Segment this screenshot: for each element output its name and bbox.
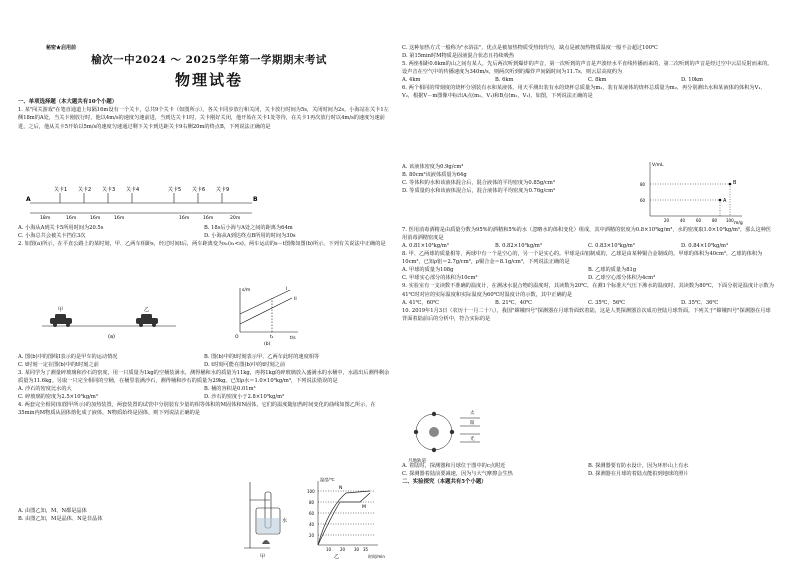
- exam-title: 榆次一中2024 ～ 2025学年第一学期期末考试: [91, 54, 327, 66]
- q10-sun-2: 阳: [470, 421, 475, 426]
- q2-option-c: C. t时刻一定在图(b)中的t时刻之前: [18, 362, 99, 369]
- secret-label: 秘密★启用前: [46, 45, 77, 51]
- q10-sun-1: 太: [470, 411, 475, 416]
- q4-y-label: 温度/℃: [320, 477, 335, 482]
- q4-water-label: 水: [282, 518, 288, 524]
- q8-option-b: B. 乙球的质量为81g: [588, 267, 637, 274]
- q4-tick-x30: 30: [354, 547, 360, 552]
- q7-stem: 7. 医用消毒酒精是由质量分数为95%的酒精和5%的水（忽略水的体积变化）组成，其中酒精的密度为0.8×10³kg/m³，水的密度取1.0×10³kg/m³，那么这种医用消毒酒精密度是: [402, 227, 772, 242]
- q1-dist-7: 20m: [230, 216, 241, 221]
- q1-gate-6: 关卡6: [192, 187, 206, 193]
- car-icon: [136, 314, 158, 327]
- q1-dist-6: 16m: [203, 216, 214, 221]
- q6-tick-x20: 20: [664, 218, 670, 223]
- q6-x-label: m/g: [734, 221, 743, 226]
- q6-tick-x80: 80: [712, 218, 718, 223]
- q1-point-b: B: [253, 196, 258, 203]
- q2-y-label: s/m: [242, 288, 251, 293]
- q7-option-c: C. 0.83×10³kg/m³: [588, 243, 635, 250]
- q6-option-b: B. 80cm³该液体质量为64g: [402, 172, 467, 179]
- right-column: [402, 0, 784, 561]
- q6-options: [402, 163, 632, 195]
- q4-heating-apparatus: [240, 478, 300, 560]
- moon-icon: [414, 430, 418, 434]
- q8-stem: 8. 甲、乙两球的质量相等，两球中有一个是空心的，另一个是实心的。甲球是由铝制成的，乙球是由某种铜合金制成的。甲球的体积为40cm³，乙球的体积为10cm³，已知ρ铝＝2.7g/cm³，ρ铜合金＝8.1g/cm³，下列说法正确的是: [402, 251, 763, 266]
- q3-option-b: B. 桶的容积是0.01m³: [204, 386, 256, 393]
- q10-option-c: C. 探测器着陆前要减速，因为与大气摩擦会生热: [402, 471, 513, 478]
- q1-checkpoint-figure: [24, 183, 264, 221]
- q1-dist-1: 18m: [40, 216, 51, 221]
- q2-line-ii: [240, 298, 292, 324]
- q3-stem: 3. 某同学为了测量碎玻璃和沙石的密度，用一只质量为1kg的空桶装满水，测得桶和水的质量为11kg，再将1kg的碎玻璃放入盛满水的水桶中，水溢出后测得剩余质量为11.6kg。另取一只完全相同的空桶，在桶里装满沙石，测得桶和沙石的质量为29kg。已知ρ水＝1.0×10³kg/m³，下列说法错误的是: [18, 370, 390, 385]
- q3-option-d: D. 沙石的密度小于2.8×10³kg/m³: [204, 394, 285, 401]
- q8-option-d: D. 乙球空心部分体积为4cm³: [588, 275, 656, 282]
- q6-point-a: [719, 199, 722, 202]
- earth-icon: [429, 427, 439, 437]
- q6-y-label: V/mL: [652, 163, 664, 168]
- q1-option-c: C. 小海总共会被关卡挡住3次: [18, 233, 86, 240]
- q2-option-d: D. t时刻可能在图(b)中的t时刻之前: [204, 362, 286, 369]
- left-column: [18, 0, 400, 561]
- q9-option-d: D. 35℃、36℃: [681, 299, 719, 306]
- q2-line-i-label: I: [286, 287, 288, 292]
- q4-label-m: M: [362, 505, 366, 510]
- q1-dist-3: 16m: [90, 216, 101, 221]
- q10-option-b: B. 探测器要有防水设计，因为环形山上有水: [588, 463, 689, 469]
- q8-option-c: C. 甲球实心部分的体积为10cm³: [402, 275, 478, 282]
- q6-tick-y60: 60: [640, 198, 646, 203]
- q6-vm-graph: [638, 158, 750, 228]
- q1-option-d: D. 小海从A到达终点B所用的时间为30s: [204, 233, 296, 240]
- q1-gate-3: 关卡3: [102, 187, 116, 193]
- q1-dist-4: 16m: [114, 216, 125, 221]
- q6-option-c: C. 等体积的水和该液体混合后，混合液体的平均密度为0.85g/cm³: [402, 180, 555, 187]
- q6-option-d: D. 等质量的水和该液体混合后，混合液体的平均密度为0.76g/cm³: [402, 188, 556, 195]
- q9-option-a: A. 41℃、60℃: [402, 299, 440, 306]
- q9-stem: 9. 实验室有一支读数不准确的温度计，在测冰水混合物的温度时，其读数为20℃，在测1个标准大气压下沸水的温度时，其读数为80℃，下面分别是温度计示数为41℃时对应的实际温度和实际温度为60℃时温度计的示数，其中正确的是: [402, 283, 774, 298]
- right-block-2: [402, 226, 774, 323]
- q2-origin-label: O: [235, 335, 239, 340]
- q4-option-c: C. 这种加热方式一般称为"水浴法"，优点是被加热物质受热较均匀，缺点是被加热物质温度一般不会超过100℃: [402, 45, 658, 51]
- q4-tick-x20: 20: [340, 547, 346, 552]
- question-block-1: [18, 98, 390, 131]
- q4-option-a: A. 由图乙知，M、N都是晶体: [18, 508, 87, 514]
- q4-tick-40: 40: [309, 522, 315, 527]
- q1-dist-2: 16m: [66, 216, 77, 221]
- q5-stem: 5. 两座相距0.6km的山之间有某人，先后两次听到爆炸的声音，第一次听到的声音是声波经水平直线传播而来的，第二次听到的声音是经过空中云层反射而来的。设声音在空气中的传播速度为340m/s，则两次听到的爆炸声间隔时间为11.7s，则云层高度约为: [402, 61, 773, 76]
- q4-fig-jia-label: 甲: [260, 554, 266, 560]
- q4-tick-x35: 35: [363, 547, 369, 552]
- q4-options-left: [18, 507, 238, 523]
- q5-option-c: C. 8km: [588, 77, 607, 84]
- q10-stem: 10. 2019年1月3日（农历十一月二十八），我国"嫦娥四号"探测器在月球背面软着陆，这是人类探测器首次成功登陆月球背面。下列关于"嫦娥四号"探测器在月球背面着陆前后的分析中，符合实际的是: [402, 307, 771, 322]
- q4-label-n: N: [339, 486, 343, 491]
- q2-fig-a-label: (a): [108, 334, 115, 340]
- q9-option-b: B. 21℃、40℃: [495, 299, 533, 306]
- q5-option-a: A. 4km: [402, 77, 421, 84]
- q1-gate-4: 关卡4: [126, 187, 140, 193]
- subject-title: 物理试卷: [174, 71, 243, 89]
- q6-label-b: B: [733, 180, 737, 186]
- q2-car-jia: 甲: [58, 307, 64, 313]
- q6-option-a: A. 该液体密度为0.9g/cm³: [402, 164, 464, 170]
- q2-stem: 2. 如图(a)所示，在平直公路上的某时刻，甲、乙两车相距s，经过时间t后，两车距离变为s₁(s₁<s)。两车运动的s－t图像如图(b)所示。下列有关说法中正确的是: [18, 241, 386, 248]
- q10-option-a: A. 着陆时，探测器和月球位于图中的c点附近: [402, 463, 506, 469]
- section-heading-1: 一、单项选择题（本大题共有10个小题）: [18, 99, 118, 105]
- q4-tick-100: 100: [307, 489, 315, 494]
- q4-curve-n: [318, 491, 370, 545]
- q2-cars-figure: [40, 290, 180, 342]
- q1-point-a: A: [26, 196, 31, 203]
- q6-tick-x40: 40: [680, 218, 686, 223]
- q6-label-a: A: [723, 198, 727, 204]
- q1-gate-9: 关卡9: [216, 187, 230, 193]
- q2-t1-label: t₁: [270, 335, 274, 340]
- q4-x-label: 时间/min: [368, 554, 385, 559]
- moon-icon: [432, 448, 436, 452]
- q2-line-ii-label: II: [294, 297, 297, 302]
- car-icon: [50, 314, 72, 327]
- right-block-1: [402, 44, 774, 100]
- q4-option-d: D. 第15min时M物质是固液混合状态且持续吸热: [402, 53, 515, 60]
- q1-option-a: A. 小海从A到关卡5所用时间为20.5s: [18, 225, 104, 231]
- q1-gate-5: 关卡5: [168, 187, 182, 193]
- q6-tick-x100: 100: [726, 218, 734, 223]
- q4-tick-60: 60: [309, 511, 315, 516]
- q5-option-d: D. 10km: [681, 77, 703, 84]
- q2-car-yi: 乙: [144, 307, 150, 313]
- section-heading-2: 二、实验探究（本题共有5个小题）: [402, 479, 487, 486]
- q5-option-b: B. 6km: [495, 77, 514, 84]
- q7-option-b: B. 0.82×10³kg/m³: [495, 243, 542, 250]
- q6-point-b: [729, 183, 732, 186]
- q7-option-d: D. 0.84×10³kg/m³: [681, 243, 729, 250]
- q4-fig-yi-label: 乙: [334, 554, 340, 559]
- q4-stem: 4. 两套完全相同(如图甲所示)的加热装置，两套装置的试管中分别装有少量的相等体积的M固体和N固体，它们的温度随加热时间变化的曲线如图乙所示，在35min内M物质从固体熔化成了液体，N物质始终是固体，则下列说法正确的是: [18, 402, 376, 417]
- q10-option-d: D. 探测器在月球的着陆点能拍到地球的照片: [588, 471, 689, 478]
- q6-tick-y80: 80: [640, 182, 646, 187]
- flame-icon: [262, 540, 270, 544]
- q2-x-label: t/s: [290, 336, 296, 341]
- q2-option-a: A. 图(b)中的图线I表示的是甲车的运动情况: [18, 354, 118, 360]
- q4-tick-20: 20: [309, 533, 315, 538]
- q8-option-a: A. 甲球的质量为108g: [402, 267, 454, 274]
- q1-gate-1: 关卡1: [54, 187, 68, 193]
- q4-temperature-graph: [306, 475, 386, 559]
- q3-option-c: C. 碎玻璃的密度为2.5×10³kg/m³: [18, 394, 98, 401]
- moon-icon: [432, 412, 436, 416]
- q10-orbit-label: 月地轨道: [408, 459, 426, 464]
- q10-orbit-figure: [404, 400, 484, 466]
- q6-tick-x60: 60: [696, 218, 702, 223]
- right-block-3: [402, 462, 774, 487]
- q2-line-i: [240, 290, 290, 314]
- moon-icon: [450, 430, 454, 434]
- q1-option-b: B. 18s后小海与A处之间的距离为64m: [204, 225, 293, 231]
- q3-option-a: A. 沙石的密度比水的大: [18, 386, 72, 393]
- q7-option-a: A. 0.81×10³kg/m³: [402, 243, 449, 250]
- q10-sun-3: 光: [470, 437, 475, 442]
- q2-fig-b-label: (b): [264, 342, 271, 346]
- q1-gate-2: 关卡2: [78, 187, 92, 193]
- q1-stem: 1. 某"闯关游戏"在笔直通道上每隔16m设有一个关卡，总共9个关卡（如图所示）。各关卡同步放行和关闭，关卡放行时间为5s，关闭时间为2s。小海站在关卡1左侧18m的A处，当关卡刚放行时，他以4m/s的速度匀速前进，当到达关卡1时，关卡刚好关闭，他开始在关卡1处等待，在关卡1再次放行时以4m/s的速度匀速前进，之后，他从关卡5开始以5m/s的速度匀速通过剩下关卡到达距关卡9右侧20m的终点B，下列说法正确的是: [18, 107, 389, 130]
- q9-option-c: C. 35℃、56℃: [588, 299, 626, 306]
- q2-option-b: B. 图(b)中的t时刻表示甲、乙两车此时的速度相等: [204, 354, 320, 360]
- q6-stem: 6. 两个相同的带刻度的烧杯分别装有水和某液体，用天平测出装有水的烧杯总质量为m₁，装有某液体的烧杯总质量为m₂，再分别测出水和某液体的体积为V₁、V₂，根据V－m图像中标出A点(m₁，V₁)和B点(m₂，V₂)，如图，下列说法正确的是: [402, 85, 766, 100]
- q1-options: [18, 224, 390, 248]
- q4-option-b: B. 由图乙知，M是晶体、N是非晶体: [18, 516, 103, 523]
- q4-curve-m: [318, 493, 370, 545]
- q1-dist-5: 16m: [179, 216, 190, 221]
- q4-tick-80: 80: [309, 500, 315, 505]
- q2-options: [18, 353, 390, 418]
- q2-st-graph: [232, 284, 304, 346]
- q4-tick-x10: 10: [326, 547, 332, 552]
